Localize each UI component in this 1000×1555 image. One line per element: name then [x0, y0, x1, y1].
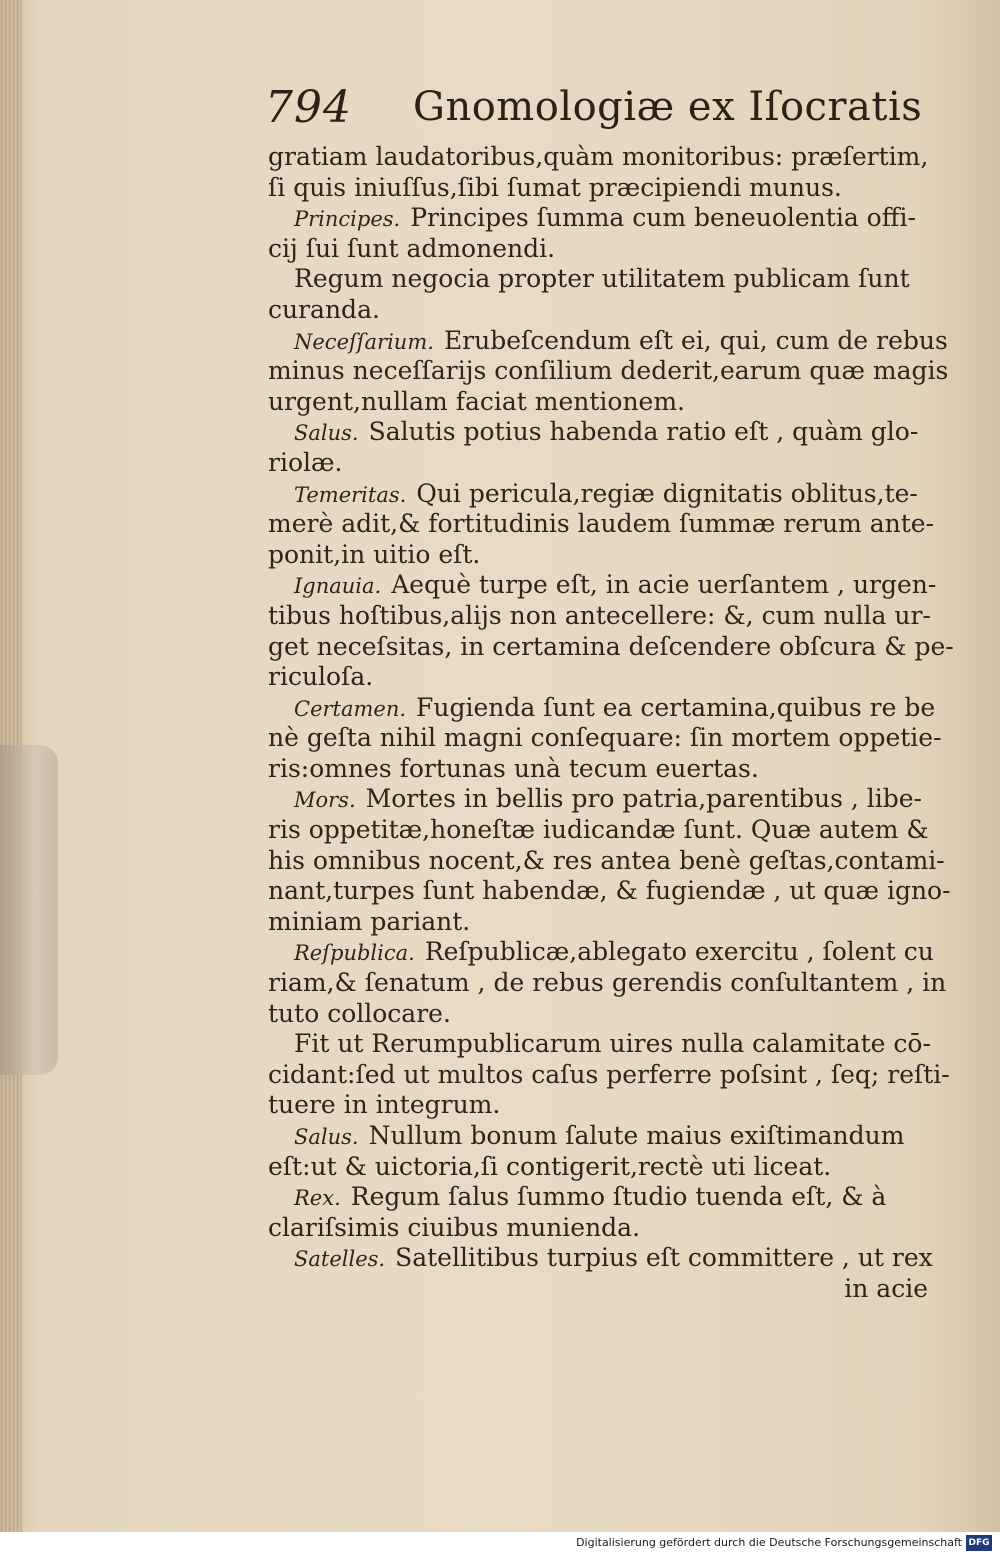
- line-text: Qui pericula,regiæ dignitatis oblitus,te-: [416, 478, 918, 508]
- text-line: [268, 173, 928, 204]
- line-text: get neceſsitas, in certamina deſcendere obſcura & pe-: [268, 631, 954, 661]
- running-title: Gnomologiæ ex Iſocratis: [413, 84, 923, 130]
- line-text: Regum negocia propter utilitatem publicam ſunt: [294, 264, 910, 294]
- text-line: [268, 692, 936, 724]
- text-line: [268, 203, 928, 234]
- text-line: [268, 356, 949, 387]
- marginal-heading: Certamen.: [294, 696, 407, 721]
- marginal-heading: Neceſſarium.: [294, 329, 434, 354]
- marginal-heading: Salus.: [294, 1125, 359, 1149]
- text-line: [268, 1121, 928, 1152]
- line-text: his omnibus nocent,& res antea benè geſtas,contami-: [268, 845, 945, 875]
- marginal-heading: Temeritas.: [294, 482, 407, 507]
- body-text: [268, 142, 954, 1305]
- footer-bar: [0, 1532, 1000, 1555]
- text-line: [268, 815, 928, 846]
- text-line: [268, 540, 928, 571]
- line-text: in acie: [844, 1273, 928, 1303]
- line-text: Principes ſumma cum beneuolentia offi-: [410, 203, 916, 233]
- text-line: [268, 1274, 928, 1305]
- text-line: [268, 570, 937, 601]
- text-line: [268, 723, 942, 754]
- line-text: nè geſta nihil magni conſequare: ſin mortem oppetie-: [268, 723, 942, 753]
- line-text: cij ſui ſunt admonendi.: [268, 233, 556, 263]
- text-line: [268, 479, 928, 510]
- line-text: Fugienda ſunt ea certamina,quibus re be: [416, 692, 936, 722]
- line-text: Erubeſcendum eſt ei, qui, cum de rebus: [443, 325, 948, 355]
- marginal-heading: Rex.: [294, 1186, 341, 1211]
- line-text: ris oppetitæ,honeſtæ iudicandæ ſunt. Quæ autem &: [268, 815, 929, 845]
- line-text: cidant:ſed ut multos caſus perferre poſsint , ſeq; reſti-: [268, 1059, 950, 1089]
- text-line: [268, 295, 928, 326]
- marginal-heading: Principes.: [294, 207, 401, 232]
- text-line: [268, 1152, 928, 1183]
- line-text: Satellitibus turpius eſt committere , ut rex: [395, 1243, 933, 1273]
- marginal-heading: Salus.: [294, 421, 359, 446]
- text-line: [268, 234, 928, 265]
- line-text: Nullum bonum ſalute maius exiſtimandum: [368, 1121, 905, 1150]
- line-text: merè adit,& fortitudinis laudem ſummæ rerum ante-: [268, 509, 935, 539]
- text-line: [268, 662, 928, 693]
- line-text: urgent,nullam faciat mentionem.: [268, 386, 685, 416]
- line-text: nant,turpes ſunt habendæ, & fugiendæ , ut quæ igno-: [268, 876, 951, 906]
- line-text: curanda.: [268, 294, 380, 324]
- text-line: [268, 509, 935, 540]
- page-tab: [0, 745, 58, 1075]
- line-text: clariſsimis ciuibus munienda.: [268, 1212, 641, 1242]
- line-text: Regum ſalus ſummo ſtudio tuenda eſt, & à: [350, 1182, 887, 1212]
- line-text: ſi quis iniuſſus,ſibi ſumat præcipiendi munus.: [268, 172, 842, 202]
- page-header: [265, 82, 923, 142]
- text-line: [268, 387, 928, 418]
- text-line: [268, 631, 954, 663]
- line-text: miniam pariant.: [268, 906, 471, 936]
- text-line: [268, 784, 928, 815]
- dfg-logo-icon: DFG: [966, 1535, 992, 1551]
- text-line: [268, 968, 947, 999]
- text-line: [268, 1029, 931, 1060]
- text-line: [268, 264, 928, 295]
- text-line: [268, 600, 931, 632]
- line-text: Salutis potius habenda ratio eſt , quàm glo-: [368, 417, 919, 447]
- text-line: [268, 754, 928, 785]
- line-text: Reſpublicæ,ablegato exercitu , ſolent cu: [424, 937, 934, 967]
- text-line: [268, 1243, 933, 1274]
- line-text: Aequè turpe eſt, in acie uerſantem , urgen-: [391, 570, 937, 600]
- text-line: [268, 1213, 928, 1244]
- text-line: [268, 1059, 950, 1091]
- line-text: eſt:ut & uictoria,ſi contigerit,rectè uti liceat.: [268, 1151, 832, 1181]
- line-text: ponit,in uitio eſt.: [268, 539, 481, 569]
- text-line: [268, 448, 928, 479]
- text-line: [268, 142, 928, 173]
- line-text: riam,& ſenatum , de rebus gerendis conſultantem , in: [268, 968, 947, 998]
- line-text: tibus hoſtibus,alijs non antecellere: &, cum nulla ur-: [268, 600, 931, 630]
- marginal-heading: Reſpublica.: [294, 941, 415, 966]
- marginal-heading: Satelles.: [294, 1247, 386, 1272]
- text-line: [268, 876, 951, 907]
- page-number: 794: [265, 82, 352, 133]
- line-text: ris:omnes fortunas unà tecum euertas.: [268, 753, 759, 783]
- line-text: Mortes in bellis pro patria,parentibus , libe-: [365, 784, 922, 814]
- text-line: [268, 417, 928, 448]
- marginal-heading: Mors.: [294, 788, 356, 813]
- line-text: minus neceſſarijs conſilium dederit,earum quæ magis: [268, 356, 949, 386]
- marginal-heading: Ignauia.: [294, 574, 382, 599]
- line-text: tuto collocare.: [268, 998, 451, 1028]
- line-text: riculoſa.: [268, 662, 374, 692]
- line-text: gratiam laudatoribus,quàm monitoribus: præſertim,: [268, 142, 929, 171]
- line-text: riolæ.: [268, 447, 343, 477]
- text-line: [268, 325, 948, 357]
- line-text: Fit ut Rerumpublicarum uires nulla calamitate cō-: [294, 1029, 931, 1059]
- text-line: [268, 845, 945, 877]
- text-line: [268, 999, 928, 1030]
- text-line: [268, 1182, 928, 1213]
- text-line: [268, 1090, 928, 1121]
- footer-credit: Digitalisierung gefördert durch die Deutsche Forschungsgemeinschaft: [576, 1536, 962, 1549]
- text-line: [268, 937, 934, 968]
- line-text: tuere in integrum.: [268, 1090, 501, 1120]
- text-line: [268, 907, 928, 938]
